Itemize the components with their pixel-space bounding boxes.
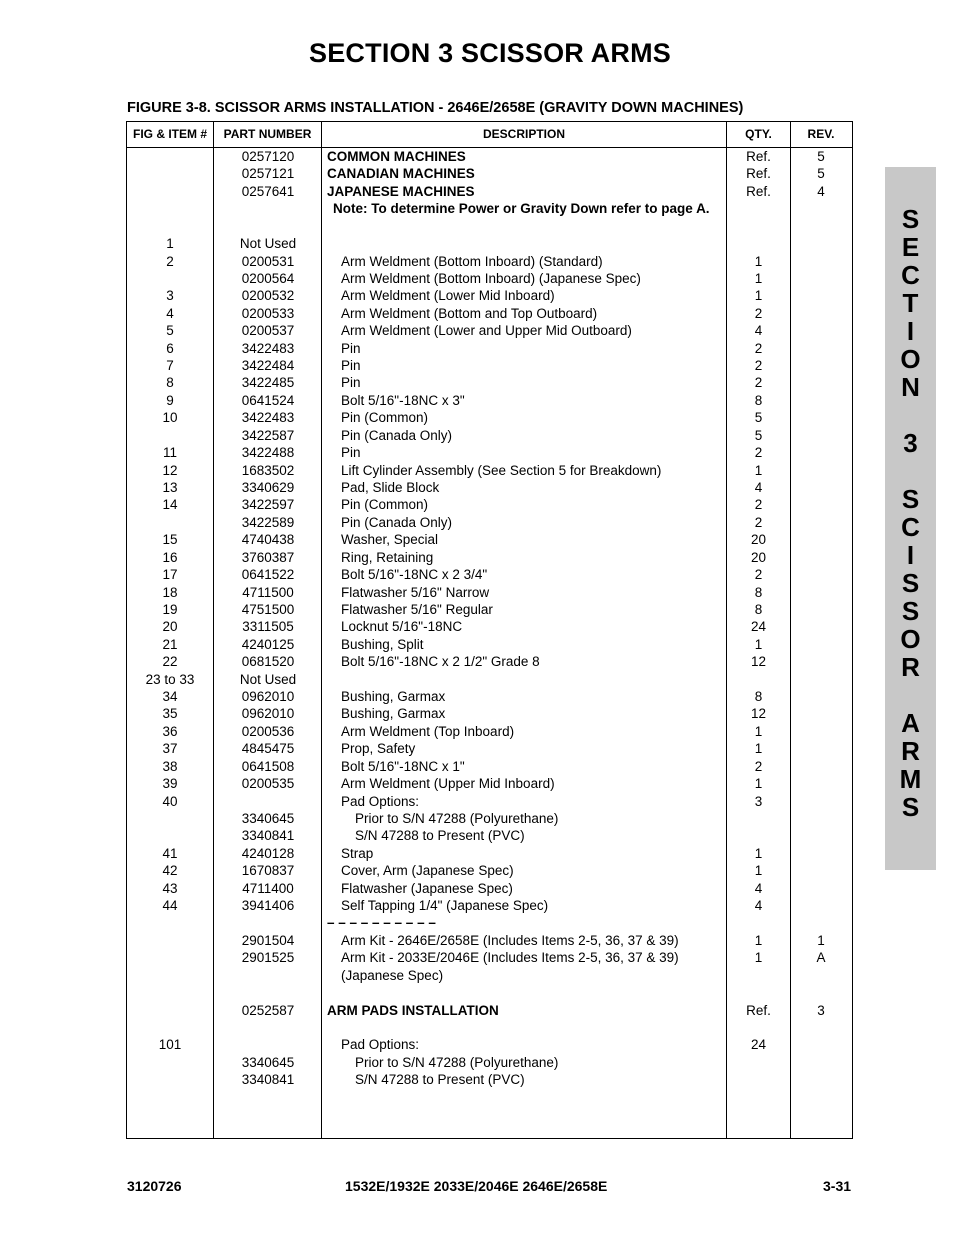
- description-cell: Cover, Arm (Japanese Spec): [341, 863, 514, 879]
- section-title: SECTION 3 SCISSOR ARMS: [309, 38, 671, 68]
- part-number-cell: 0641508: [241, 758, 295, 774]
- qty-cell: 8: [754, 584, 763, 600]
- side-tab-letter: O: [900, 344, 921, 374]
- description-cell: Flatwasher 5/16" Narrow: [341, 584, 490, 600]
- qty-cell: 8: [754, 601, 763, 617]
- fig-item-cell: 23 to 33: [145, 671, 195, 687]
- description-cell: Arm Kit - 2646E/2658E (Includes Items 2-5, 36, 37 & 39): [341, 932, 679, 948]
- qty-cell: 2: [754, 758, 763, 774]
- qty-cell: 24: [750, 1037, 767, 1053]
- fig-item-cell: 18: [162, 584, 178, 600]
- qty-cell: 12: [750, 706, 767, 722]
- qty-cell: 2: [754, 305, 763, 321]
- part-number-cell: 3311505: [242, 619, 294, 635]
- description-cell: Arm Weldment (Bottom and Top Outboard): [341, 305, 598, 321]
- table-row: [127, 949, 852, 966]
- part-number-cell: 3340645: [241, 1054, 295, 1070]
- description-cell: Locknut 5/16"-18NC: [341, 619, 463, 635]
- part-number-cell: 3422587: [241, 427, 295, 443]
- description-cell: Pin: [341, 445, 361, 461]
- fig-item-cell: 9: [166, 392, 174, 408]
- qty-cell: 2: [754, 358, 763, 374]
- part-number-cell: 2901525: [241, 950, 295, 966]
- side-tab-letter: C: [901, 512, 920, 542]
- description-cell: Pin: [341, 375, 361, 391]
- qty-cell: 5: [754, 427, 763, 443]
- part-number-cell: 0200535: [241, 776, 295, 792]
- qty-cell: 3: [754, 793, 763, 809]
- fig-item-cell: 44: [162, 898, 178, 914]
- fig-item-cell: 41: [162, 845, 178, 861]
- part-number-cell: 3422485: [241, 375, 295, 391]
- qty-cell: 4: [754, 898, 763, 914]
- side-tab-letter: S: [901, 568, 920, 598]
- side-tab-letter: S: [901, 596, 920, 626]
- part-number-cell: 0200532: [241, 288, 295, 304]
- table-row: [127, 531, 852, 548]
- description-cell: Arm Weldment (Top Inboard): [341, 723, 515, 739]
- description-cell: ARM PADS INSTALLATION: [327, 1002, 499, 1018]
- part-number-cell: 4240128: [241, 845, 295, 861]
- fig-item-cell: 1: [166, 236, 174, 252]
- description-cell: Pin (Common): [341, 410, 429, 426]
- qty-cell: Ref.: [746, 149, 771, 164]
- qty-cell: 12: [750, 654, 767, 670]
- description-cell: Bolt 5/16"-18NC x 2 1/2" Grade 8: [341, 654, 540, 670]
- fig-item-cell: 12: [162, 462, 178, 478]
- description-cell: Pad Options:: [341, 1037, 420, 1053]
- table-row: [127, 810, 852, 827]
- part-number-cell: 2901504: [241, 932, 295, 948]
- qty-cell: Ref.: [746, 183, 771, 199]
- part-number-cell: 4845475: [241, 741, 295, 757]
- table-row: [127, 601, 852, 618]
- fig-item-cell: 37: [162, 741, 178, 757]
- part-number-cell: Not Used: [239, 671, 297, 687]
- qty-cell: 8: [754, 689, 763, 705]
- description-cell: (Japanese Spec): [341, 967, 444, 983]
- qty-cell: 1: [754, 741, 763, 757]
- description-cell: Bolt 5/16"-18NC x 2 3/4": [341, 567, 488, 583]
- qty-cell: 1: [754, 253, 763, 269]
- fig-item-cell: 2: [166, 253, 174, 269]
- description-cell: Flatwasher 5/16" Regular: [341, 601, 493, 617]
- side-tab-letter: T: [902, 288, 919, 318]
- table-row: [127, 235, 852, 252]
- description-cell: Pin (Canada Only): [341, 427, 453, 443]
- rev-cell: 5: [817, 149, 825, 164]
- part-number-cell: 3422484: [241, 358, 295, 374]
- part-number-cell: 0681520: [241, 654, 295, 670]
- fig-item-cell: 16: [162, 549, 178, 565]
- rev-cell: 4: [817, 183, 825, 199]
- part-number-cell: 3340841: [241, 1072, 295, 1088]
- description-cell: Arm Kit - 2033E/2046E (Includes Items 2-5, 36, 37 & 39): [341, 950, 679, 966]
- qty-cell: Ref.: [746, 166, 771, 182]
- side-tab-letter: R: [901, 652, 920, 682]
- rev-cell: 1: [817, 932, 825, 948]
- description-cell: S/N 47288 to Present (PVC): [355, 828, 525, 844]
- table-row: [127, 287, 852, 304]
- table-row: [127, 653, 852, 670]
- table-row: [127, 148, 852, 165]
- fig-item-cell: 10: [162, 410, 178, 426]
- part-number-cell: 1683502: [241, 462, 295, 478]
- qty-cell: 4: [754, 479, 763, 495]
- description-cell: Pad Options:: [341, 793, 420, 809]
- fig-item-cell: 3: [166, 288, 174, 304]
- side-tab-letter: I: [906, 540, 915, 570]
- part-number-cell: 3760387: [241, 549, 295, 565]
- footer-doc-number: 3120726: [127, 1178, 182, 1194]
- table-row: [127, 270, 852, 287]
- description-cell: Arm Weldment (Bottom Inboard) (Standard): [341, 253, 603, 269]
- table-row: [127, 200, 852, 217]
- table-row: [127, 967, 852, 984]
- description-cell: Lift Cylinder Assembly (See Section 5 for Breakdown): [341, 462, 662, 478]
- fig-item-cell: 40: [162, 793, 178, 809]
- part-number-cell: 0962010: [241, 706, 295, 722]
- side-tab-text: [885, 205, 936, 821]
- table-row: [127, 897, 852, 914]
- part-number-cell: 0200536: [241, 723, 295, 739]
- description-cell: Prior to S/N 47288 (Polyurethane): [355, 810, 559, 826]
- side-tab-letter: E: [901, 232, 920, 262]
- part-number-cell: 3422589: [241, 514, 295, 530]
- fig-item-cell: 42: [162, 863, 178, 879]
- part-number-cell: 3422597: [241, 497, 295, 513]
- table-row: [127, 584, 852, 601]
- part-number-cell: 4240125: [241, 636, 295, 652]
- qty-cell: 2: [754, 445, 763, 461]
- fig-item-cell: 8: [166, 375, 174, 391]
- qty-cell: 1: [754, 636, 763, 652]
- description-cell: COMMON MACHINES: [327, 149, 466, 164]
- table-row: [127, 862, 852, 879]
- table-row: [127, 914, 852, 931]
- rev-cell: 3: [817, 1002, 825, 1018]
- description-cell: Pin (Common): [341, 497, 429, 513]
- table-row: [127, 775, 852, 792]
- side-tab-letter: [885, 457, 936, 485]
- fig-item-cell: 19: [162, 601, 178, 617]
- side-tab-letter: S: [901, 204, 920, 234]
- table-row: [127, 183, 852, 200]
- qty-cell: 1: [754, 288, 763, 304]
- part-number-cell: 3422483: [241, 340, 295, 356]
- fig-item-cell: 22: [162, 654, 178, 670]
- part-number-cell: 0200537: [241, 323, 295, 339]
- part-number-cell: 0641524: [241, 392, 295, 408]
- part-number-cell: 3422488: [241, 445, 295, 461]
- part-number-cell: Not Used: [239, 236, 297, 252]
- description-cell: CANADIAN MACHINES: [327, 166, 475, 182]
- table-row: [127, 827, 852, 844]
- table-row: [127, 1054, 852, 1071]
- description-cell: Bushing, Garmax: [341, 689, 446, 705]
- qty-cell: 2: [754, 375, 763, 391]
- description-cell: – – – – – – – – – –: [327, 915, 436, 931]
- part-number-cell: 1670837: [241, 863, 295, 879]
- table-row: [127, 374, 852, 391]
- description-cell: Strap: [341, 845, 374, 861]
- side-tab-letter: 3: [903, 428, 918, 458]
- table-row: [127, 705, 852, 722]
- part-number-cell: 3422483: [241, 410, 295, 426]
- table-row: [127, 688, 852, 705]
- table-row: [127, 1002, 852, 1019]
- table-row: [127, 253, 852, 270]
- table-row: [127, 618, 852, 635]
- fig-item-cell: 15: [162, 532, 178, 548]
- qty-cell: 1: [754, 845, 763, 861]
- description-cell: Pad, Slide Block: [341, 479, 440, 495]
- table-row: [127, 636, 852, 653]
- part-number-cell: 3340841: [241, 828, 295, 844]
- table-row: [127, 165, 852, 182]
- table-row: [127, 409, 852, 426]
- description-cell: Note: To determine Power or Gravity Down refer to page A.: [333, 201, 710, 217]
- table-row: [127, 392, 852, 409]
- fig-item-cell: 101: [158, 1037, 182, 1053]
- table-row: [127, 740, 852, 757]
- qty-cell: 1: [754, 863, 763, 879]
- side-tab-letter: C: [901, 260, 920, 290]
- table-row: [127, 322, 852, 339]
- description-cell: Ring, Retaining: [341, 549, 434, 565]
- header-fig-item: FIG & ITEM #: [132, 127, 207, 141]
- table-row: [127, 427, 852, 444]
- figure-title: FIGURE 3-8. SCISSOR ARMS INSTALLATION - 2646E/2658E (GRAVITY DOWN MACHINES): [127, 100, 744, 116]
- qty-cell: 2: [754, 514, 763, 530]
- description-cell: Arm Weldment (Lower Mid Inboard): [341, 288, 555, 304]
- header-qty: QTY.: [745, 127, 772, 141]
- qty-cell: 8: [754, 392, 763, 408]
- parts-table: [126, 121, 853, 1139]
- fig-item-cell: 38: [162, 758, 178, 774]
- qty-cell: 2: [754, 497, 763, 513]
- description-cell: Pin (Canada Only): [341, 514, 453, 530]
- rev-cell: A: [816, 950, 826, 966]
- description-cell: Arm Weldment (Upper Mid Inboard): [341, 776, 555, 792]
- part-number-cell: 4740438: [241, 532, 295, 548]
- fig-item-cell: 17: [162, 567, 178, 583]
- table-row: [127, 444, 852, 461]
- part-number-cell: 0200533: [241, 305, 295, 321]
- side-tab-letter: R: [901, 736, 920, 766]
- qty-cell: 1: [754, 932, 763, 948]
- fig-item-cell: 5: [166, 323, 174, 339]
- table-row: [127, 1036, 852, 1053]
- part-number-cell: 3941406: [241, 898, 295, 914]
- fig-item-cell: 4: [166, 305, 174, 321]
- fig-item-cell: 36: [162, 723, 178, 739]
- footer-page-number: 3-31: [823, 1178, 852, 1194]
- table-row: [127, 462, 852, 479]
- qty-cell: 20: [750, 532, 767, 548]
- part-number-cell: 0200564: [241, 270, 295, 286]
- qty-cell: 4: [754, 323, 763, 339]
- description-cell: Self Tapping 1/4" (Japanese Spec): [341, 898, 549, 914]
- description-cell: S/N 47288 to Present (PVC): [355, 1072, 525, 1088]
- fig-item-cell: 7: [166, 358, 174, 374]
- rev-cell: 5: [817, 166, 825, 182]
- fig-item-cell: 11: [162, 445, 177, 461]
- description-cell: Bushing, Garmax: [341, 706, 446, 722]
- table-row: [127, 549, 852, 566]
- description-cell: Bushing, Split: [341, 636, 424, 652]
- part-number-cell: 0257641: [241, 183, 295, 199]
- description-cell: Prop, Safety: [341, 741, 416, 757]
- qty-cell: 5: [754, 410, 763, 426]
- part-number-cell: 0962010: [241, 689, 295, 705]
- part-number-cell: 0200531: [241, 253, 295, 269]
- table-row: [127, 845, 852, 862]
- footer-models: 1532E/1932E 2033E/2046E 2646E/2658E: [345, 1178, 608, 1194]
- fig-item-cell: 35: [162, 706, 178, 722]
- header-rev: REV.: [807, 127, 835, 141]
- part-number-cell: 0252587: [241, 1002, 295, 1018]
- table-row: [127, 305, 852, 322]
- side-tab-letter: A: [901, 708, 920, 738]
- qty-cell: 1: [754, 950, 763, 966]
- side-tab-letter: S: [901, 792, 920, 822]
- table-row: [127, 496, 852, 513]
- table-row: [127, 1071, 852, 1088]
- header-description: DESCRIPTION: [482, 127, 565, 141]
- table-row: [127, 880, 852, 897]
- fig-item-cell: 14: [162, 497, 178, 513]
- table-row: [127, 357, 852, 374]
- section-side-tab: [885, 167, 936, 870]
- part-number-cell: 0641522: [241, 567, 295, 583]
- fig-item-cell: 20: [162, 619, 178, 635]
- part-number-cell: 4711500: [242, 584, 294, 600]
- side-tab-letter: O: [900, 624, 921, 654]
- qty-cell: 1: [754, 462, 763, 478]
- table-row: [127, 566, 852, 583]
- side-tab-letter: I: [906, 316, 915, 346]
- qty-cell: 1: [754, 723, 763, 739]
- qty-cell: 1: [754, 270, 763, 286]
- qty-cell: 24: [750, 619, 767, 635]
- table-row: [127, 671, 852, 688]
- part-number-cell: 0257120: [241, 149, 295, 164]
- qty-cell: 2: [754, 567, 763, 583]
- fig-item-cell: 39: [162, 776, 178, 792]
- description-cell: Prior to S/N 47288 (Polyurethane): [355, 1054, 559, 1070]
- description-cell: Washer, Special: [341, 532, 439, 548]
- fig-item-cell: 21: [162, 636, 178, 652]
- description-cell: Arm Weldment (Lower and Upper Mid Outboard): [341, 323, 632, 339]
- table-row: [127, 479, 852, 496]
- part-number-cell: 4751500: [241, 601, 295, 617]
- table-row: [127, 340, 852, 357]
- description-cell: Bolt 5/16"-18NC x 3": [341, 392, 465, 408]
- description-cell: Flatwasher (Japanese Spec): [341, 880, 513, 896]
- fig-item-cell: 13: [162, 479, 178, 495]
- description-cell: Pin: [341, 358, 361, 374]
- part-number-cell: 0257121: [241, 166, 295, 182]
- description-cell: JAPANESE MACHINES: [327, 183, 475, 199]
- table-row: [127, 723, 852, 740]
- side-tab-letter: [885, 401, 936, 429]
- qty-cell: 1: [754, 776, 763, 792]
- side-tab-letter: N: [901, 372, 920, 402]
- part-number-cell: 3340645: [241, 810, 295, 826]
- table-row: [127, 793, 852, 810]
- fig-item-cell: 43: [162, 880, 178, 896]
- qty-cell: 2: [754, 340, 763, 356]
- side-tab-letter: M: [899, 764, 922, 794]
- table-row: [127, 514, 852, 531]
- qty-cell: 4: [754, 880, 763, 896]
- qty-cell: 20: [750, 549, 767, 565]
- description-cell: Pin: [341, 340, 361, 356]
- qty-cell: Ref.: [746, 1002, 771, 1018]
- side-tab-letter: S: [901, 484, 920, 514]
- description-cell: Bolt 5/16"-18NC x 1": [341, 758, 465, 774]
- fig-item-cell: 34: [162, 689, 178, 705]
- fig-item-cell: 6: [166, 340, 174, 356]
- side-tab-letter: [885, 681, 936, 709]
- part-number-cell: 4711400: [242, 880, 294, 896]
- header-part-number: PART NUMBER: [223, 127, 312, 141]
- description-cell: Arm Weldment (Bottom Inboard) (Japanese Spec): [341, 270, 641, 286]
- part-number-cell: 3340629: [241, 479, 295, 495]
- table-row: [127, 932, 852, 949]
- table-row: [127, 758, 852, 775]
